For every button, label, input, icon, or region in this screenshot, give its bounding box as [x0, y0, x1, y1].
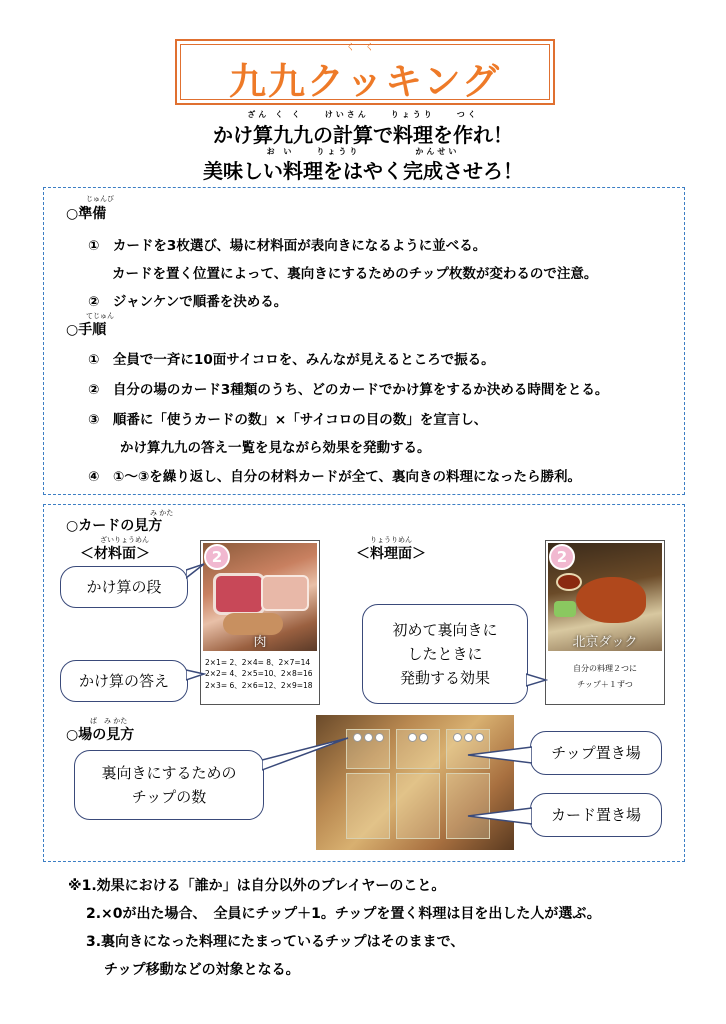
callout-card-place: カード置き場 — [530, 793, 662, 837]
prep-heading-ruby: じゅんび — [86, 195, 114, 203]
dish-card — [545, 540, 665, 705]
dish-effect-line-1: 自分の料理２つに — [573, 664, 637, 673]
chip-slot-2 — [396, 729, 440, 769]
answer-row: 2×3= 6、2×6=12、2×9=18 — [205, 680, 313, 690]
dish-effect — [546, 661, 664, 693]
ingredient-card — [200, 540, 320, 705]
callout-dan: かけ算の段 — [60, 566, 188, 608]
callout-chip-count-pointer — [262, 734, 352, 774]
callout-effect-line-2: したときに — [407, 645, 483, 663]
field-guide-ruby: ば み かた — [90, 717, 128, 725]
callout-answer-pointer — [186, 664, 206, 684]
callout-card-place-pointer — [466, 806, 532, 826]
dish-side-label: ＜料理面＞ — [356, 546, 426, 562]
subtitle-ruby-2: お い りょうり かんせい — [266, 147, 460, 156]
card-guide-heading: ○カードの見方 — [66, 518, 163, 534]
meat-block-2 — [261, 575, 309, 611]
prep-heading: ○準備 — [66, 206, 107, 222]
note-1: ※1.効果における「誰か」は自分以外のプレイヤーのこと。 — [68, 878, 446, 894]
ingredient-ruby: ざいりょうめん — [100, 536, 149, 544]
sauce-bowl — [556, 573, 582, 591]
card-slot-2 — [396, 773, 440, 839]
title-ruby: くく — [345, 43, 384, 53]
proc-heading: ○手順 — [66, 322, 107, 338]
proc-item-1: ① 全員で一斉に10面サイコロを、みんなが見えるところで振る。 — [88, 352, 495, 368]
callout-effect-line-1: 初めて裏向きに — [392, 621, 498, 639]
callout-chip-count-line-1: 裏向きにするための — [101, 764, 237, 782]
subtitle-2: 美味しい料理をはやく完成させろ！ — [203, 159, 523, 183]
dish-number-badge: 2 — [549, 544, 575, 570]
vegetables — [554, 601, 576, 617]
callout-effect-line-3: 発動する効果 — [399, 669, 490, 687]
dish-effect-line-2: チップ＋１ずつ — [577, 680, 633, 689]
prep-item-2: ② ジャンケンで順番を決める。 — [88, 294, 288, 310]
meat-block-1 — [213, 573, 265, 615]
prep-item-1: ① カードを3枚選び、場に材料面が表向きになるように並べる。 — [88, 238, 487, 254]
callout-dan-pointer — [186, 562, 206, 582]
proc-item-2: ② 自分の場のカード3種類のうち、どのカードでかけ算をするか決める時間をとる。 — [88, 382, 609, 398]
prep-item-1-note: カードを置く位置によって、裏向きにするためのチップ枚数が変わるので注意。 — [112, 266, 598, 282]
dish-name: 北京ダック — [572, 635, 638, 650]
card-slot-1 — [346, 773, 390, 839]
chip-slot-1 — [346, 729, 390, 769]
roast-duck — [576, 577, 646, 623]
callout-chip-place: チップ置き場 — [530, 731, 662, 775]
ingredient-number-badge: 2 — [204, 544, 230, 570]
subtitle-ruby-1: ざん く く けいさん りょうり つく — [247, 110, 479, 119]
answer-row: 2×1= 2、2×4= 8、2×7=14 — [205, 658, 311, 667]
subtitle-1: かけ算九九の計算で料理を作れ！ — [213, 123, 513, 147]
answer-table — [205, 657, 317, 691]
ingredient-name: 肉 — [253, 635, 267, 650]
callout-chip-count — [74, 750, 264, 820]
proc-item-4: ④ ①～③を繰り返し、自分の材料カードが全て、裏向きの料理になったら勝利。 — [88, 469, 582, 485]
page-title: 九九クッキング — [229, 60, 501, 103]
title-box — [175, 39, 555, 105]
ingredient-side-label: ＜材料面＞ — [80, 546, 150, 562]
callout-chip-place-pointer — [466, 745, 532, 765]
note-3-cont: チップ移動などの対象となる。 — [104, 962, 300, 978]
field-guide-heading: ○場の見方 — [66, 727, 135, 743]
proc-item-3: ③ 順番に「使うカードの数」×「サイコロの目の数」を宣言し、 — [88, 412, 488, 428]
callout-chip-count-line-2: チップの数 — [131, 788, 207, 806]
note-3: 3.裏向きになった料理にたまっているチップはそのままで、 — [86, 934, 465, 950]
note-2: 2.×0が出た場合、 全員にチップ＋1。チップを置く料理は目を出した人が選ぶ。 — [86, 906, 601, 922]
callout-effect — [362, 604, 528, 704]
answer-row: 2×2= 4、2×5=10、2×8=16 — [205, 669, 313, 679]
proc-item-3-cont: かけ算九九の答え一覧を見ながら効果を発動する。 — [120, 440, 431, 456]
proc-heading-ruby: てじゅん — [86, 312, 114, 320]
callout-answer: かけ算の答え — [60, 660, 188, 702]
card-guide-ruby: み かた — [150, 509, 174, 517]
dish-ruby: りょうりめん — [370, 536, 412, 544]
callout-effect-pointer — [526, 670, 548, 690]
